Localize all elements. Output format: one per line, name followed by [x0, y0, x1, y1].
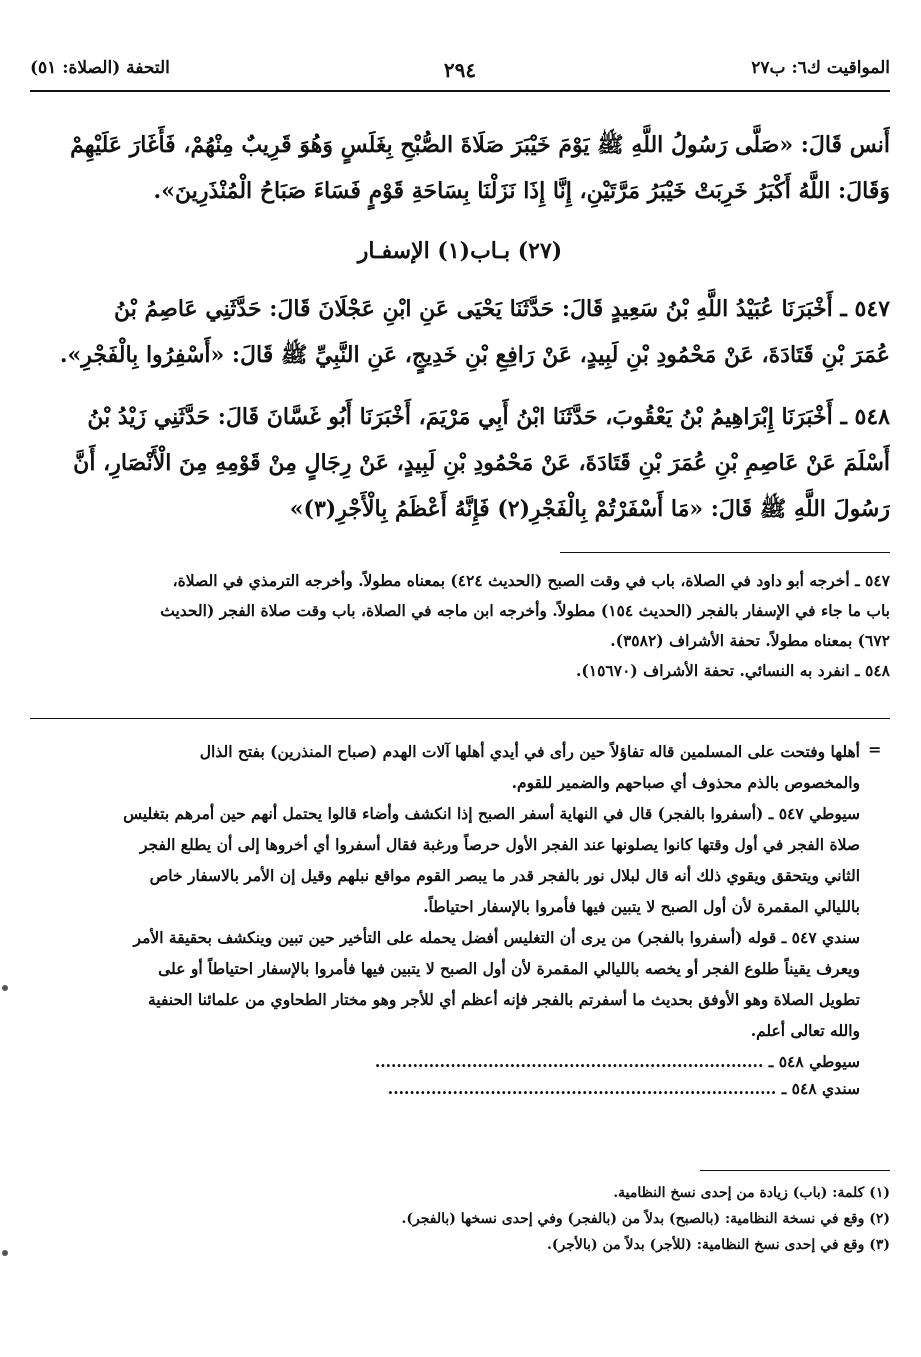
footnote: (٣) وقع في إحدى نسخ النظامية: (للأجر) بدلاً من (بالأجر). — [547, 1237, 890, 1253]
continuation-mark: = — [868, 740, 882, 759]
text-line: تطويل الصلاة وهو الأوفق بحديث ما أسفرتم بالفجر فإنه أعظم أي للأجر وهو مختار الطحاوي من علمائنا الحنفية — [147, 990, 860, 1009]
text-line: رَسُولَ اللَّهِ ﷺ قَالَ: «مَا أَسْفَرْتُمْ بِالْفَجْرِ(٢) فَإِنَّهُ أَعْظَمُ بِالْأَجْرِ(٣)» — [289, 496, 890, 522]
footnotes — [30, 1180, 890, 1258]
text-line: عُمَرَ بْنِ قَتَادَةَ، عَنْ مَحْمُودِ بْنِ لَبِيدٍ، عَنْ رَافِعِ بْنِ خَدِيجٍ، عَنِ النَّبِيِّ ﷺ قَالَ: «أَسْفِرُوا بِالْفَجْرِ». — [59, 342, 890, 368]
dot-leader: ........................................................................ — [374, 1052, 764, 1071]
header-tuhfa-reference: التحفة (الصلاة: ٥١) — [30, 58, 170, 78]
header-section-reference: المواقيت ك٦: ب٢٧ — [751, 58, 890, 78]
text-line: أهلها وفتحت على المسلمين قاله تفاؤلاً حين رأى في أيدي أهلها آلات الهدم (صباح المنذرين) بفتح الذال — [199, 742, 860, 761]
footnote: (٢) وقع في نسخة النظامية: (بالصبح) بدلاً من (بالفجر) وفي إحدى نسخها (بالفجر). — [401, 1211, 890, 1227]
intro-text — [30, 122, 890, 214]
running-header — [30, 58, 890, 88]
text-line: ويعرف يقيناً طلوع الفجر أو يخصه بالليالي المقمرة لأن أول الصبح لا يتبين فيها فأمروا بالإسفار احتياطاً أو على — [158, 959, 860, 978]
footnote: (١) كلمة: (باب) زيادة من إحدى نسخ النظامية. — [613, 1185, 890, 1201]
commentary-rule — [30, 718, 890, 719]
dot-leader: ........................................................................ — [387, 1079, 777, 1098]
page-number: ٢٩٤ — [443, 58, 477, 82]
text-line: سندي ٥٤٧ ـ قوله (أسفروا بالفجر) من يرى أن التغليس أفضل يحمله على التأخير حين تبين وينكشف بحقيقة الأمر — [133, 928, 860, 947]
scan-mark — [2, 1250, 8, 1256]
text-line: صلاة الفجر في أول وقتها كانوا يصلونها عند الفجر الأول حرصاً ورغبة فقال أسفروا أي أخروها إلى أن يطلع الفجر — [139, 835, 860, 854]
chapter-title: (٢٧) بـاب(١) الإسفـار — [357, 238, 563, 264]
text-line: باب ما جاء في الإسفار بالفجر (الحديث ١٥٤) مطولاً. وأخرجه ابن ماجه في الصلاة، باب وقت صلاة الفجر (الحديث — [160, 601, 890, 620]
hadith-547 — [30, 286, 890, 378]
text-line: ٥٤٧ ـ أخرجه أبو داود في الصلاة، باب في وقت الصبح (الحديث ٤٢٤) بمعناه مطولاً. وأخرجه الترمذي في الصلاة، — [172, 571, 890, 590]
entry-label: سيوطي ٥٤٨ ـ — [768, 1052, 860, 1071]
takhrij-rule — [560, 552, 890, 553]
takhrij-notes — [30, 566, 890, 686]
dotted-entry — [30, 1075, 860, 1102]
text-line: أَسْلَمَ عَنْ عَاصِمِ بْنِ عُمَرَ بْنِ قَتَادَةَ، عَنْ مَحْمُودِ بْنِ لَبِيدٍ، عَنْ رِجَالٍ مِنْ قَوْمِهِ مِنَ الْأَنْصَارِ، أَنَّ — [73, 450, 890, 476]
text-line: والله تعالى أعلم. — [750, 1021, 860, 1040]
text-line: الثاني ويتحقق ويقوي ذلك أنه قال لبلال نور بالفجر قدر ما يبصر القوم مواقع نبلهم وقيل إن الأمر بالاسفار خاص — [149, 866, 860, 885]
header-rule — [30, 90, 890, 92]
hadith-548 — [30, 394, 890, 532]
text-line: بالليالي المقمرة لأن أول الصبح لا يتبين فيها فأمروا بالإسفار احتياطاً. — [423, 897, 860, 916]
entry-label: سندي ٥٤٨ ـ — [781, 1079, 860, 1098]
text-line: ٥٤٨ ـ انفرد به النسائي. تحفة الأشراف (١٥٦٧٠). — [576, 661, 890, 680]
scan-mark — [2, 985, 8, 991]
text-line: أَنس قَالَ: «صَلَّى رَسُولُ اللَّهِ ﷺ يَوْمَ خَيْبَرَ صَلَاةَ الصُّبْحِ بِغَلَسٍ وَهُوَ قَرِيبٌ مِنْهُمْ، فَأَغَارَ عَلَيْهِمْ — [70, 132, 890, 158]
dotted-entries — [30, 1048, 860, 1102]
text-line: سيوطي ٥٤٧ ـ (أسفروا بالفجر) قال في النهاية أسفر الصبح إذا انكشف وأضاء قالوا يحتمل أنهم حين أمرهم بتغليس — [123, 804, 860, 823]
footnote-rule — [700, 1170, 890, 1171]
commentary — [30, 736, 860, 1046]
dotted-entry — [30, 1048, 860, 1075]
text-line: ٥٤٨ ـ أَخْبَرَنَا إِبْرَاهِيمُ بْنُ يَعْقُوبَ، حَدَّثَنَا ابْنُ أَبِي مَرْيَمَ، أَخْبَرَنَا أَبُو غَسَّانَ قَالَ: حَدَّثَنِي زَيْدُ بْنُ — [87, 404, 890, 430]
text-line: والمخصوص بالذم محذوف أي صباحهم والضمير للقوم. — [511, 773, 860, 792]
text-line: ٥٤٧ ـ أَخْبَرَنَا عُبَيْدُ اللَّهِ بْنُ سَعِيدٍ قَالَ: حَدَّثَنَا يَحْيَى عَنِ ابْنِ عَجْلَانَ قَالَ: حَدَّثَنِي عَاصِمُ بْنُ — [113, 296, 890, 322]
text-line: وَقَالَ: اللَّهُ أَكْبَرُ خَرِبَتْ خَيْبَرُ مَرَّتَيْنِ، إِنَّا إِذَا نَزَلْنَا بِسَاحَةِ قَوْمٍ فَسَاءَ صَبَاحُ الْمُنْذَرِينَ». — [153, 178, 890, 204]
text-line: ٦٧٢) بمعناه مطولاً. تحفة الأشراف (٣٥٨٢). — [610, 631, 890, 650]
